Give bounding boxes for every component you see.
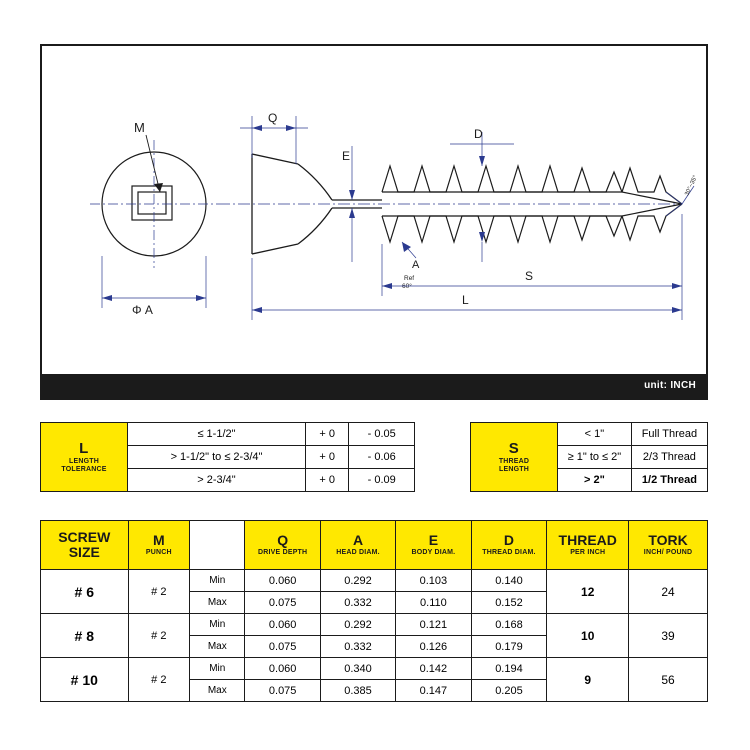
length-minus: - 0.05 <box>349 423 415 446</box>
header-tork <box>629 521 708 570</box>
cell-d: 0.140 <box>471 570 547 592</box>
header-d <box>471 521 547 570</box>
thread-length-line1: THREAD <box>498 457 530 465</box>
cell-minmax: Max <box>190 636 245 658</box>
cell-e: 0.147 <box>396 680 471 702</box>
label-point-angle: 30°~35° <box>684 174 699 197</box>
cell-minmax: Min <box>190 658 245 680</box>
length-tolerance-label <box>41 423 128 492</box>
cell-punch: # 2 <box>128 614 190 658</box>
cell-a: 0.332 <box>320 636 395 658</box>
header-screw-size-line1: SCREW <box>58 528 111 545</box>
cell-q: 0.060 <box>245 614 320 636</box>
thread-value: 2/3 Thread <box>631 446 707 469</box>
label-a: A <box>412 259 420 271</box>
cell-thread: 9 <box>547 658 629 702</box>
length-tolerance-line2: TOLERANCE <box>61 465 107 473</box>
cell-a: 0.292 <box>320 614 395 636</box>
cell-screw-size: # 6 <box>41 570 129 614</box>
thread-length-symbol: S <box>508 440 520 458</box>
cell-d: 0.168 <box>471 614 547 636</box>
cell-d: 0.152 <box>471 592 547 614</box>
length-range: ≤ 1-1/2" <box>128 423 306 446</box>
cell-screw-size: # 10 <box>41 658 129 702</box>
header-q-symbol: Q <box>277 532 289 549</box>
cell-e: 0.103 <box>396 570 471 592</box>
cell-e: 0.126 <box>396 636 471 658</box>
thread-length-label <box>471 423 558 492</box>
cell-d: 0.205 <box>471 680 547 702</box>
cell-a: 0.385 <box>320 680 395 702</box>
label-d: D <box>474 127 483 141</box>
header-thread <box>547 521 629 570</box>
thread-range: ≥ 1" to ≤ 2" <box>558 446 632 469</box>
thread-value: Full Thread <box>631 423 707 446</box>
thread-length-table <box>470 422 708 492</box>
table-row <box>41 614 708 636</box>
length-plus: + 0 <box>305 469 348 492</box>
cell-q: 0.060 <box>245 658 320 680</box>
cell-a: 0.332 <box>320 592 395 614</box>
thread-range: < 1" <box>558 423 632 446</box>
thread-value: 1/2 Thread <box>631 469 707 492</box>
label-phi-a: Φ A <box>132 303 153 317</box>
cell-thread: 12 <box>547 570 629 614</box>
header-tork-label: INCH/ POUND <box>643 548 693 556</box>
thread-length-line2: LENGTH <box>499 465 529 473</box>
header-d-symbol: D <box>503 532 515 549</box>
cell-d: 0.179 <box>471 636 547 658</box>
drawing-panel <box>40 44 708 400</box>
header-d-label: THREAD DIAM. <box>482 548 536 556</box>
table-header-row <box>41 521 708 570</box>
header-q <box>245 521 320 570</box>
label-s: S <box>525 269 534 283</box>
header-screw-size-line2: SIZE <box>68 544 100 560</box>
cell-minmax: Min <box>190 614 245 636</box>
cell-q: 0.075 <box>245 592 320 614</box>
cell-a: 0.340 <box>320 658 395 680</box>
label-ref-angle-line1: Ref <box>404 275 415 282</box>
header-punch <box>128 521 190 570</box>
label-q: Q <box>268 111 278 125</box>
header-punch-label: PUNCH <box>145 548 172 556</box>
unit-note: unit: INCH <box>42 374 706 398</box>
cell-tork: 24 <box>629 570 708 614</box>
length-minus: - 0.09 <box>349 469 415 492</box>
header-tork-symbol: TORK <box>648 532 688 549</box>
table-row <box>41 423 415 446</box>
table-row <box>41 658 708 680</box>
cell-minmax: Max <box>190 592 245 614</box>
length-range: > 1-1/2" to ≤ 2-3/4" <box>128 446 306 469</box>
cell-tork: 56 <box>629 658 708 702</box>
cell-e: 0.142 <box>396 658 471 680</box>
cell-tork: 39 <box>629 614 708 658</box>
cell-a: 0.292 <box>320 570 395 592</box>
header-screw-size <box>41 521 129 570</box>
header-thread-label: PER INCH <box>570 548 606 556</box>
screw-spec-table <box>40 520 708 702</box>
length-minus: - 0.06 <box>349 446 415 469</box>
cell-thread: 10 <box>547 614 629 658</box>
length-plus: + 0 <box>305 446 348 469</box>
header-punch-symbol: M <box>152 532 165 549</box>
cell-e: 0.110 <box>396 592 471 614</box>
label-ref-angle-line2: 60° <box>402 283 412 290</box>
label-e: E <box>342 149 351 163</box>
thread-range: > 2" <box>558 469 632 492</box>
cell-minmax: Min <box>190 570 245 592</box>
label-m: M <box>134 120 145 135</box>
cell-e: 0.121 <box>396 614 471 636</box>
cell-q: 0.075 <box>245 680 320 702</box>
label-l: L <box>462 293 469 307</box>
header-a-label: HEAD DIAM. <box>336 548 380 556</box>
cell-screw-size: # 8 <box>41 614 129 658</box>
header-e <box>396 521 471 570</box>
header-thread-symbol: THREAD <box>558 532 617 549</box>
cell-punch: # 2 <box>128 570 190 614</box>
length-tolerance-table <box>40 422 415 492</box>
length-tolerance-symbol: L <box>79 440 89 458</box>
cell-q: 0.060 <box>245 570 320 592</box>
length-plus: + 0 <box>305 423 348 446</box>
header-a-symbol: A <box>352 532 364 549</box>
cell-minmax: Max <box>190 680 245 702</box>
header-e-symbol: E <box>428 532 439 549</box>
cell-punch: # 2 <box>128 658 190 702</box>
screw-drawing <box>42 46 706 398</box>
header-minmax <box>190 521 245 570</box>
header-e-label: BODY DIAM. <box>411 548 456 556</box>
header-q-label: DRIVE DEPTH <box>258 548 308 556</box>
length-range: > 2-3/4" <box>128 469 306 492</box>
length-tolerance-line1: LENGTH <box>69 457 99 465</box>
table-row <box>471 423 708 446</box>
cell-q: 0.075 <box>245 636 320 658</box>
table-row <box>41 570 708 592</box>
header-a <box>320 521 395 570</box>
cell-d: 0.194 <box>471 658 547 680</box>
